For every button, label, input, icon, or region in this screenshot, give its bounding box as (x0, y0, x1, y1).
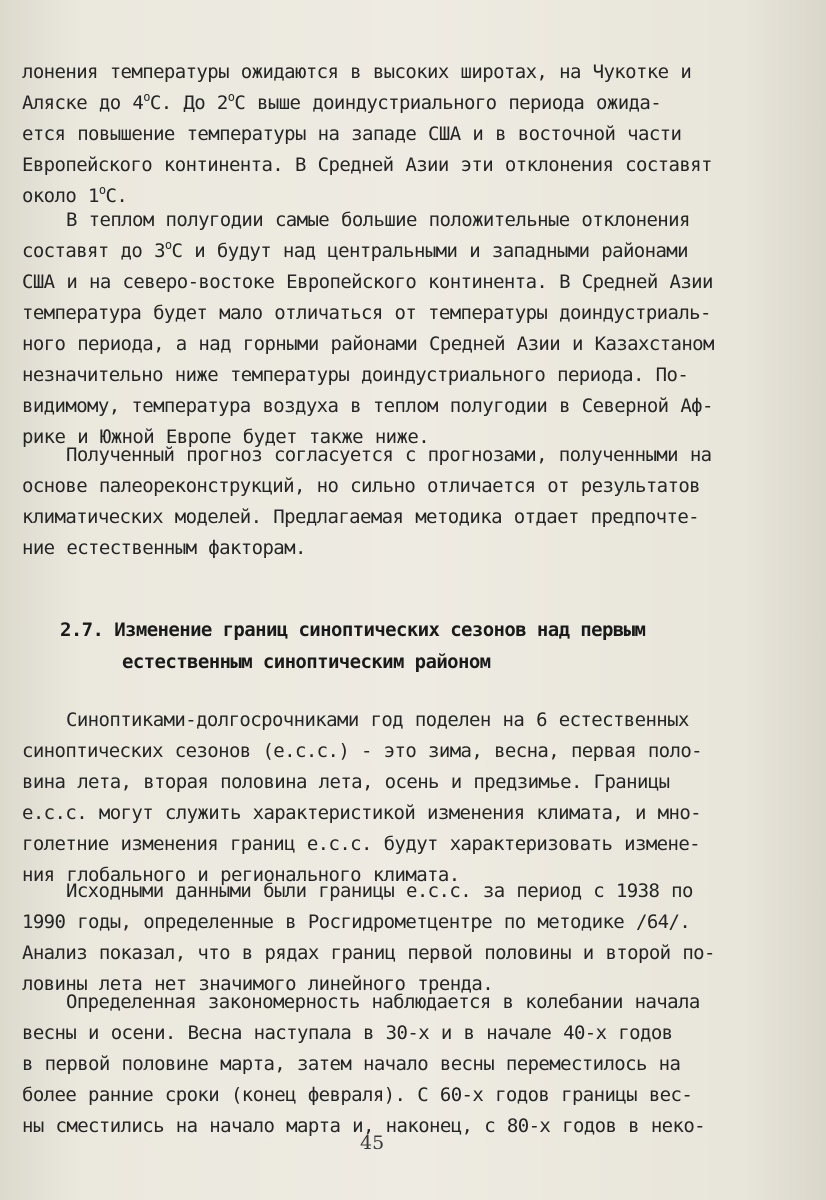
text-line: ного периода, а над горными районами Средней Азии и Казахстаном (22, 333, 714, 355)
text-line: в первой половине марта, затем начало весны переместилось на (22, 1053, 681, 1075)
text-line: США и на северо-востоке Европейского континента. В Средней Азии (22, 271, 713, 293)
text-line: видимому, температура воздуха в теплом полугодии в Северной Аф- (22, 395, 713, 417)
text-line: ния глобального и регионального климата. (22, 864, 460, 886)
text-line: ется повышение температуры на западе США и в восточной части (22, 123, 682, 145)
text-line: ние естественным факторам. (22, 537, 306, 559)
text-line: температура будет мало отличаться от температуры доиндустриаль- (22, 302, 711, 324)
paragraph-3 (22, 440, 758, 564)
text-line: В теплом полугодии самые большие положительные отклонения (66, 209, 690, 231)
text-line: составят до 3$^o$С и будут над центральными и западными районами (22, 238, 688, 262)
text-line: Европейского континента. В Средней Азии эти отклонения составят (22, 154, 712, 176)
section-heading-line-1: 2.7. Изменение границ синоптических сезонов над первым (60, 619, 646, 641)
text-line: лонения температуры ожидаются в высоких широтах, на Чукотке и (22, 61, 692, 83)
text-line: рике и Южной Европе будет также ниже. (22, 426, 430, 448)
paragraph-2 (22, 205, 758, 453)
paragraph-6 (22, 987, 758, 1142)
text-line: Синоптиками-долгосрочниками год поделен на 6 естественных (66, 709, 689, 731)
section-heading-line-2: естественным синоптическим районом (122, 651, 491, 673)
text-line: около 1$^o$С. (22, 183, 128, 207)
paragraph-1 (22, 57, 758, 212)
text-line: ны сместились на начало марта и, наконец, с 80-х годов в неко- (22, 1115, 706, 1137)
text-line: голетние изменения границ е.с.с. будут характеризовать измене- (22, 833, 701, 855)
paragraph-4 (22, 705, 758, 891)
section-heading (60, 614, 760, 678)
text-line: 1990 годы, определенные в Росгидрометцентре по методике /64/. (22, 911, 691, 933)
text-line: ловины лета нет значимого линейного тренда. (22, 973, 494, 995)
text-line: более ранние сроки (конец февраля). С 60-х годов границы вес- (22, 1084, 693, 1106)
text-line: е.с.с. могут служить характеристикой изменения климата, и мно- (22, 802, 702, 824)
text-line: весны и осени. Весна наступала в 30-х и в начале 40-х годов (22, 1022, 673, 1044)
text-line: Аляске до 4$^o$С. До 2$^o$С выше доиндустриального периода ожида- (22, 90, 662, 114)
text-line: Полученный прогноз согласуется с прогнозами, полученными на (66, 444, 712, 466)
text-line: незначительно ниже температуры доиндустриального периода. По- (22, 364, 689, 386)
page-number: 45 (360, 1132, 385, 1154)
text-line: климатических моделей. Предлагаемая методика отдает предпочте- (22, 506, 700, 528)
text-line: синоптических сезонов (е.с.с.) - это зима, весна, первая поло- (22, 740, 703, 762)
text-line: Определенная закономерность наблюдается в колебании начала (66, 991, 700, 1013)
text-line: вина лета, вторая половина лета, осень и предзимье. Границы (22, 771, 670, 793)
text-line: основе палеореконструкций, но сильно отличается от результатов (22, 475, 701, 497)
text-line: Анализ показал, что в рядах границ первой половины и второй по- (22, 942, 715, 964)
text-line: Исходными данными были границы е.с.с. за период с 1938 по (66, 880, 693, 902)
paragraph-5 (22, 876, 758, 1000)
